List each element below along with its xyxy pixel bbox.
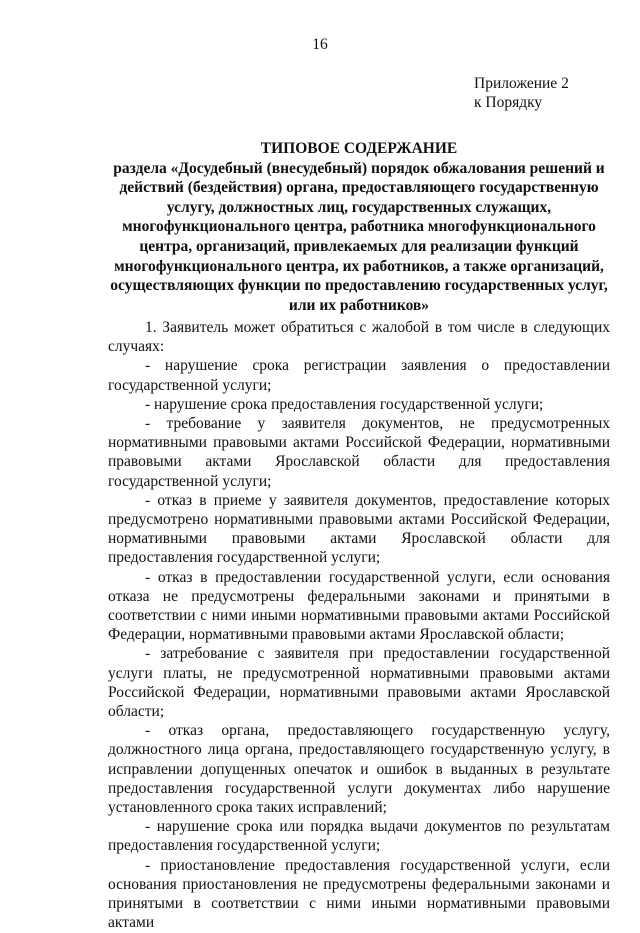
body-paragraph: - нарушение срока предоставления государственной услуги; xyxy=(145,395,544,413)
body-paragraph: - нарушение срока регистрации заявления о предоставлении государственной услуги; xyxy=(108,357,610,394)
body-paragraph: 1. Заявитель может обратиться с жалобой в том числе в следующих случаях: xyxy=(108,319,610,356)
body-paragraph: - приостановление предоставления государственной услуги, если основания приостановления не предусмотрены федеральными законами и принятыми в соответствии с ними иными нормативными правовыми актами xyxy=(108,856,610,932)
body-paragraph: - нарушение срока или порядка выдачи документов по результатам предоставления государственной услуги; xyxy=(108,818,610,855)
heading-line: осуществляющих функции по предоставлению государственных услуг, xyxy=(110,277,608,295)
body-paragraph: - отказ в приеме у заявителя документов, предоставление которых предусмотрено нормативными правовыми актами Российской Федерации, нормативными правовыми актами Ярославской области для предоставления государственной услуги; xyxy=(108,491,610,567)
page-number: 16 xyxy=(312,36,328,53)
heading-title: ТИПОВОЕ СОДЕРЖАНИЕ xyxy=(260,140,458,157)
heading-line: или их работников» xyxy=(288,296,430,314)
heading-line: действий (бездействия) органа, предоставляющего государственную xyxy=(119,179,599,197)
appendix-line-2: к Порядку xyxy=(474,94,543,111)
appendix-reference xyxy=(474,74,569,112)
heading-line: многофункционального центра, их работников, а также организаций, xyxy=(114,257,604,275)
heading-line: многофункционального центра, работника многофункционального xyxy=(122,218,596,236)
document-heading xyxy=(108,139,610,315)
body-paragraph: - отказ органа, предоставляющего государственную услугу, должностного лица органа, предоставляющего государственную услугу, в исправлении допущенных опечаток и ошибок в выданных в результате предоставления государственной услуги документах либо нарушение установленного срока таких исправлений; xyxy=(108,722,610,817)
heading-line: центра, организаций, привлекаемых для реализации функций xyxy=(139,237,579,255)
heading-line: услугу, должностных лиц, государственных служащих, xyxy=(166,198,552,216)
body-paragraph: - затребование с заявителя при предоставлении государственной услуги платы, не предусмотренной нормативными правовыми актами Российской Федерации, нормативными правовыми актами Ярославской области; xyxy=(108,645,610,721)
body-paragraph: - отказ в предоставлении государственной услуги, если основания отказа не предусмотрены федеральными законами и принятыми в соответствии с ними иными нормативными правовыми актами Российской Федерации, нормативными правовыми актами Ярославской области; xyxy=(108,568,610,644)
document-body xyxy=(108,318,610,933)
body-paragraph: - требование у заявителя документов, не предусмотренных нормативными правовыми актами Российской Федерации, нормативными правовыми актами Ярославской области для предоставления государственной услуги; xyxy=(108,415,610,490)
appendix-line-1: Приложение 2 xyxy=(474,75,569,92)
heading-line: раздела «Досудебный (внесудебный) порядок обжалования решений и xyxy=(113,159,605,177)
